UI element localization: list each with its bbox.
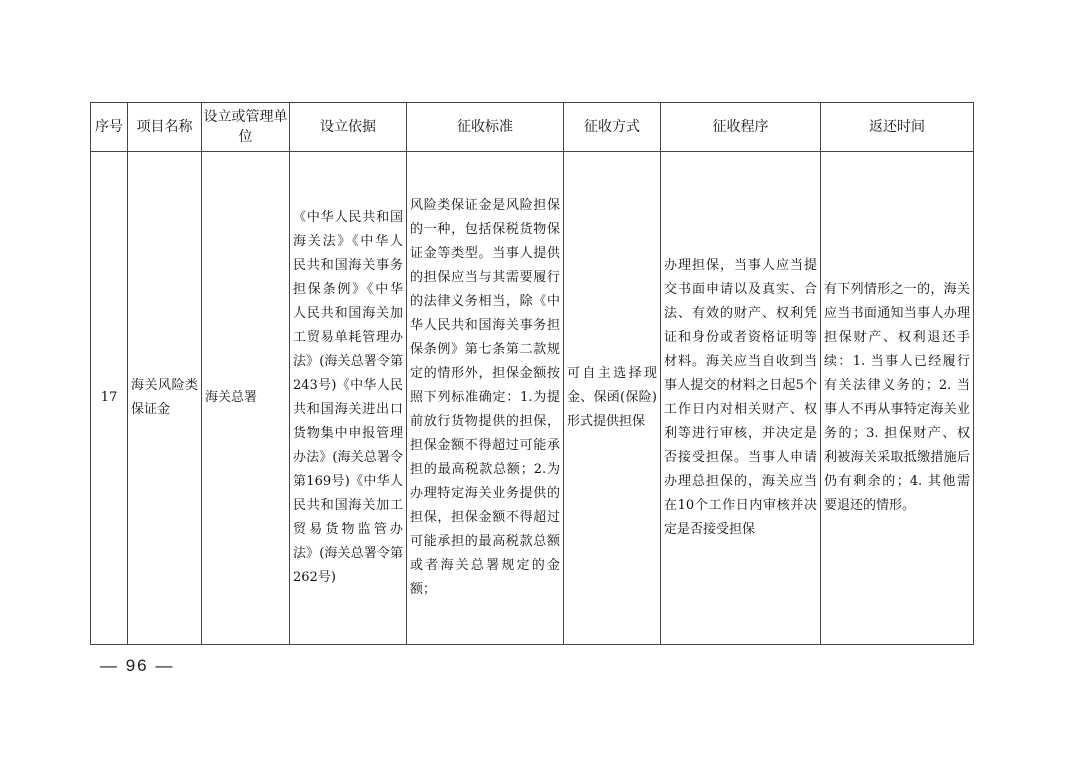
header-seq: 序号 — [91, 103, 128, 152]
header-dept: 设立或管理单位 — [202, 103, 290, 152]
table-row — [91, 152, 974, 645]
header-refund: 返还时间 — [821, 103, 974, 152]
cell-procedure-text: 办理担保，当事人应当提交书面申请以及真实、合法、有效的财产、权利凭证和身份或者资格证明等材料。海关应当自收到当事人提交的材料之日起5个工作日内对相关财产、权利等进行审核，并决定是否接受担保。当事人申请办理总担保的，海关应当在10个工作日内审核并决定是否接受担保 — [664, 258, 817, 537]
header-procedure: 征收程序 — [661, 103, 821, 152]
cell-dept — [202, 152, 290, 645]
cell-refund-text: 有下列情形之一的，海关应当书面通知当事人办理担保财产、权利退还手续：1. 当事人已经履行有关法律义务的；2. 当事人不再从事特定海关业务的；3. 担保财产、权利被海关采取抵缴措施后仍有剩余的；4. 其他需要退还的情形。 — [824, 282, 970, 513]
header-row — [91, 103, 974, 152]
cell-standard — [407, 152, 564, 645]
cell-name — [128, 152, 202, 645]
cell-method — [564, 152, 661, 645]
cell-seq-text: 17 — [100, 390, 118, 405]
page-number: — 96 — — [100, 656, 175, 675]
header-standard: 征收标准 — [407, 103, 564, 152]
cell-refund — [821, 152, 974, 645]
cell-name-text: 海关风险类保证金 — [131, 378, 198, 417]
cell-basis-text: 《中华人民共和国海关法》《中华人民共和国海关事务担保条例》《中华人民共和国海关加工贸易单耗管理办法》(海关总署令第243号)《中华人民共和国海关进出口货物集中申报管理办法》(海关总署令第169号)《中华人民共和国海关加工贸易货物监管办法》(海关总署令第262号) — [293, 210, 403, 585]
cell-seq — [91, 152, 128, 645]
cell-dept-text: 海关总署 — [205, 390, 258, 405]
header-basis: 设立依据 — [290, 103, 407, 152]
cell-procedure — [661, 152, 821, 645]
header-method: 征收方式 — [564, 103, 661, 152]
cell-basis — [290, 152, 407, 645]
cell-method-text: 可自主选择现金、保函(保险)形式提供担保 — [567, 366, 657, 429]
cell-standard-text: 风险类保证金是风险担保的一种，包括保税货物保证金等类型。当事人提供的担保应当与其需要履行的法律义务相当，除《中华人民共和国海关事务担保条例》第七条第二款规定的情形外，担保金额按照下列标准确定：1.为提前放行货物提供的担保，担保金额不得超过可能承担的最高税款总额；2.为办理特定海关业务提供的担保，担保金额不得超过可能承担的最高税款总额或者海关总署规定的金额； — [410, 198, 560, 597]
fee-table — [90, 102, 974, 645]
header-name: 项目名称 — [128, 103, 202, 152]
